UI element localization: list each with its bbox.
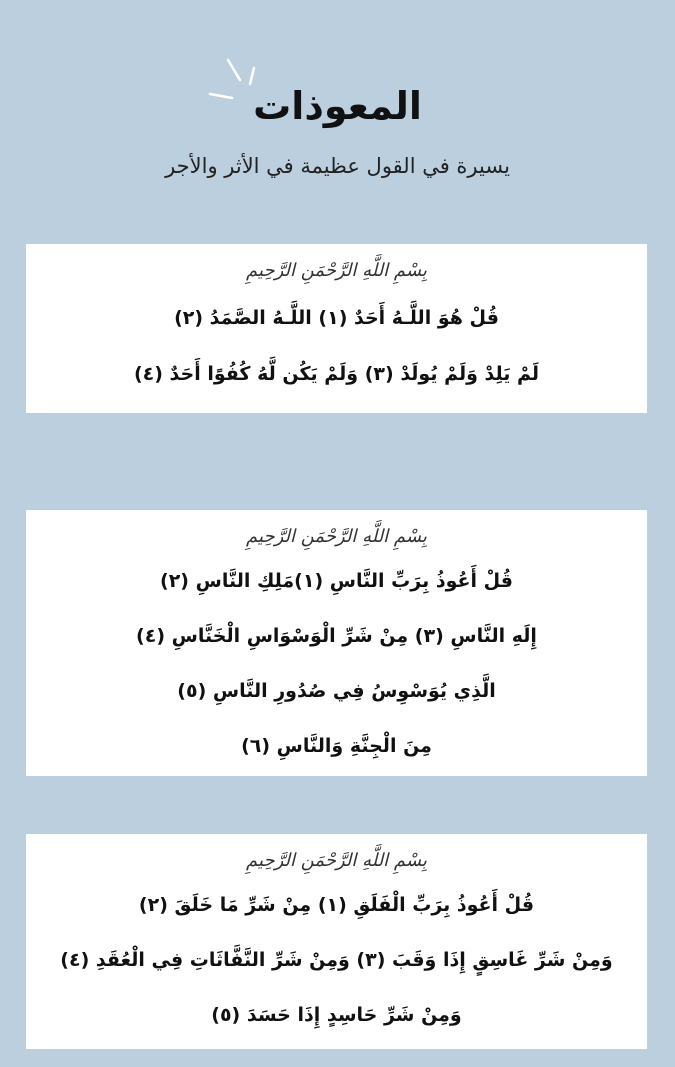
- verse-line: وَمِنْ شَرِّ غَاسِقٍ إِذَا وَقَبَ (٣) وَمِنْ شَرِّ النَّفَّاثَاتِ فِي الْعُقَدِ (٤): [60, 949, 613, 971]
- verse-line: إِلَهِ النَّاسِ (٣) مِنْ شَرِّ الْوَسْوَاسِ الْخَنَّاسِ (٤): [136, 625, 537, 647]
- page-title: المعوذات: [253, 84, 422, 128]
- surah-card-ikhlas: [26, 244, 647, 413]
- surah-card-falaq: [26, 834, 647, 1049]
- page-subtitle: يسيرة في القول عظيمة في الأثر والأجر: [165, 154, 510, 178]
- basmala: بِسْمِ اللَّهِ الرَّحْمَنِ الرَّحِيمِ: [246, 850, 427, 871]
- verse-line: قُلْ أَعُوذُ بِرَبِّ النَّاسِ (١)مَلِكِ النَّاسِ (٢): [160, 570, 513, 592]
- verse-line: الَّذِي يُوَسْوِسُ فِي صُدُورِ النَّاسِ (٥): [177, 680, 496, 702]
- verse-line: مِنَ الْجِنَّةِ وَالنَّاسِ (٦): [241, 735, 432, 757]
- verse-line: وَمِنْ شَرِّ حَاسِدٍ إِذَا حَسَدَ (٥): [211, 1004, 462, 1026]
- surah-card-nas: [26, 510, 647, 776]
- verse-line: قُلْ أَعُوذُ بِرَبِّ الْفَلَقِ (١) مِنْ شَرِّ مَا خَلَقَ (٢): [138, 894, 535, 916]
- page-header: [0, 0, 675, 220]
- verse-line: لَمْ يَلِدْ وَلَمْ يُولَدْ (٣) وَلَمْ يَكُن لَّهُ كُفُوًا أَحَدٌ (٤): [133, 363, 540, 385]
- basmala: بِسْمِ اللَّهِ الرَّحْمَنِ الرَّحِيمِ: [246, 526, 427, 547]
- basmala: بِسْمِ اللَّهِ الرَّحْمَنِ الرَّحِيمِ: [246, 260, 427, 281]
- verse-line: قُلْ هُوَ اللَّـهُ أَحَدٌ (١) اللَّـهُ الصَّمَدُ (٢): [174, 307, 499, 329]
